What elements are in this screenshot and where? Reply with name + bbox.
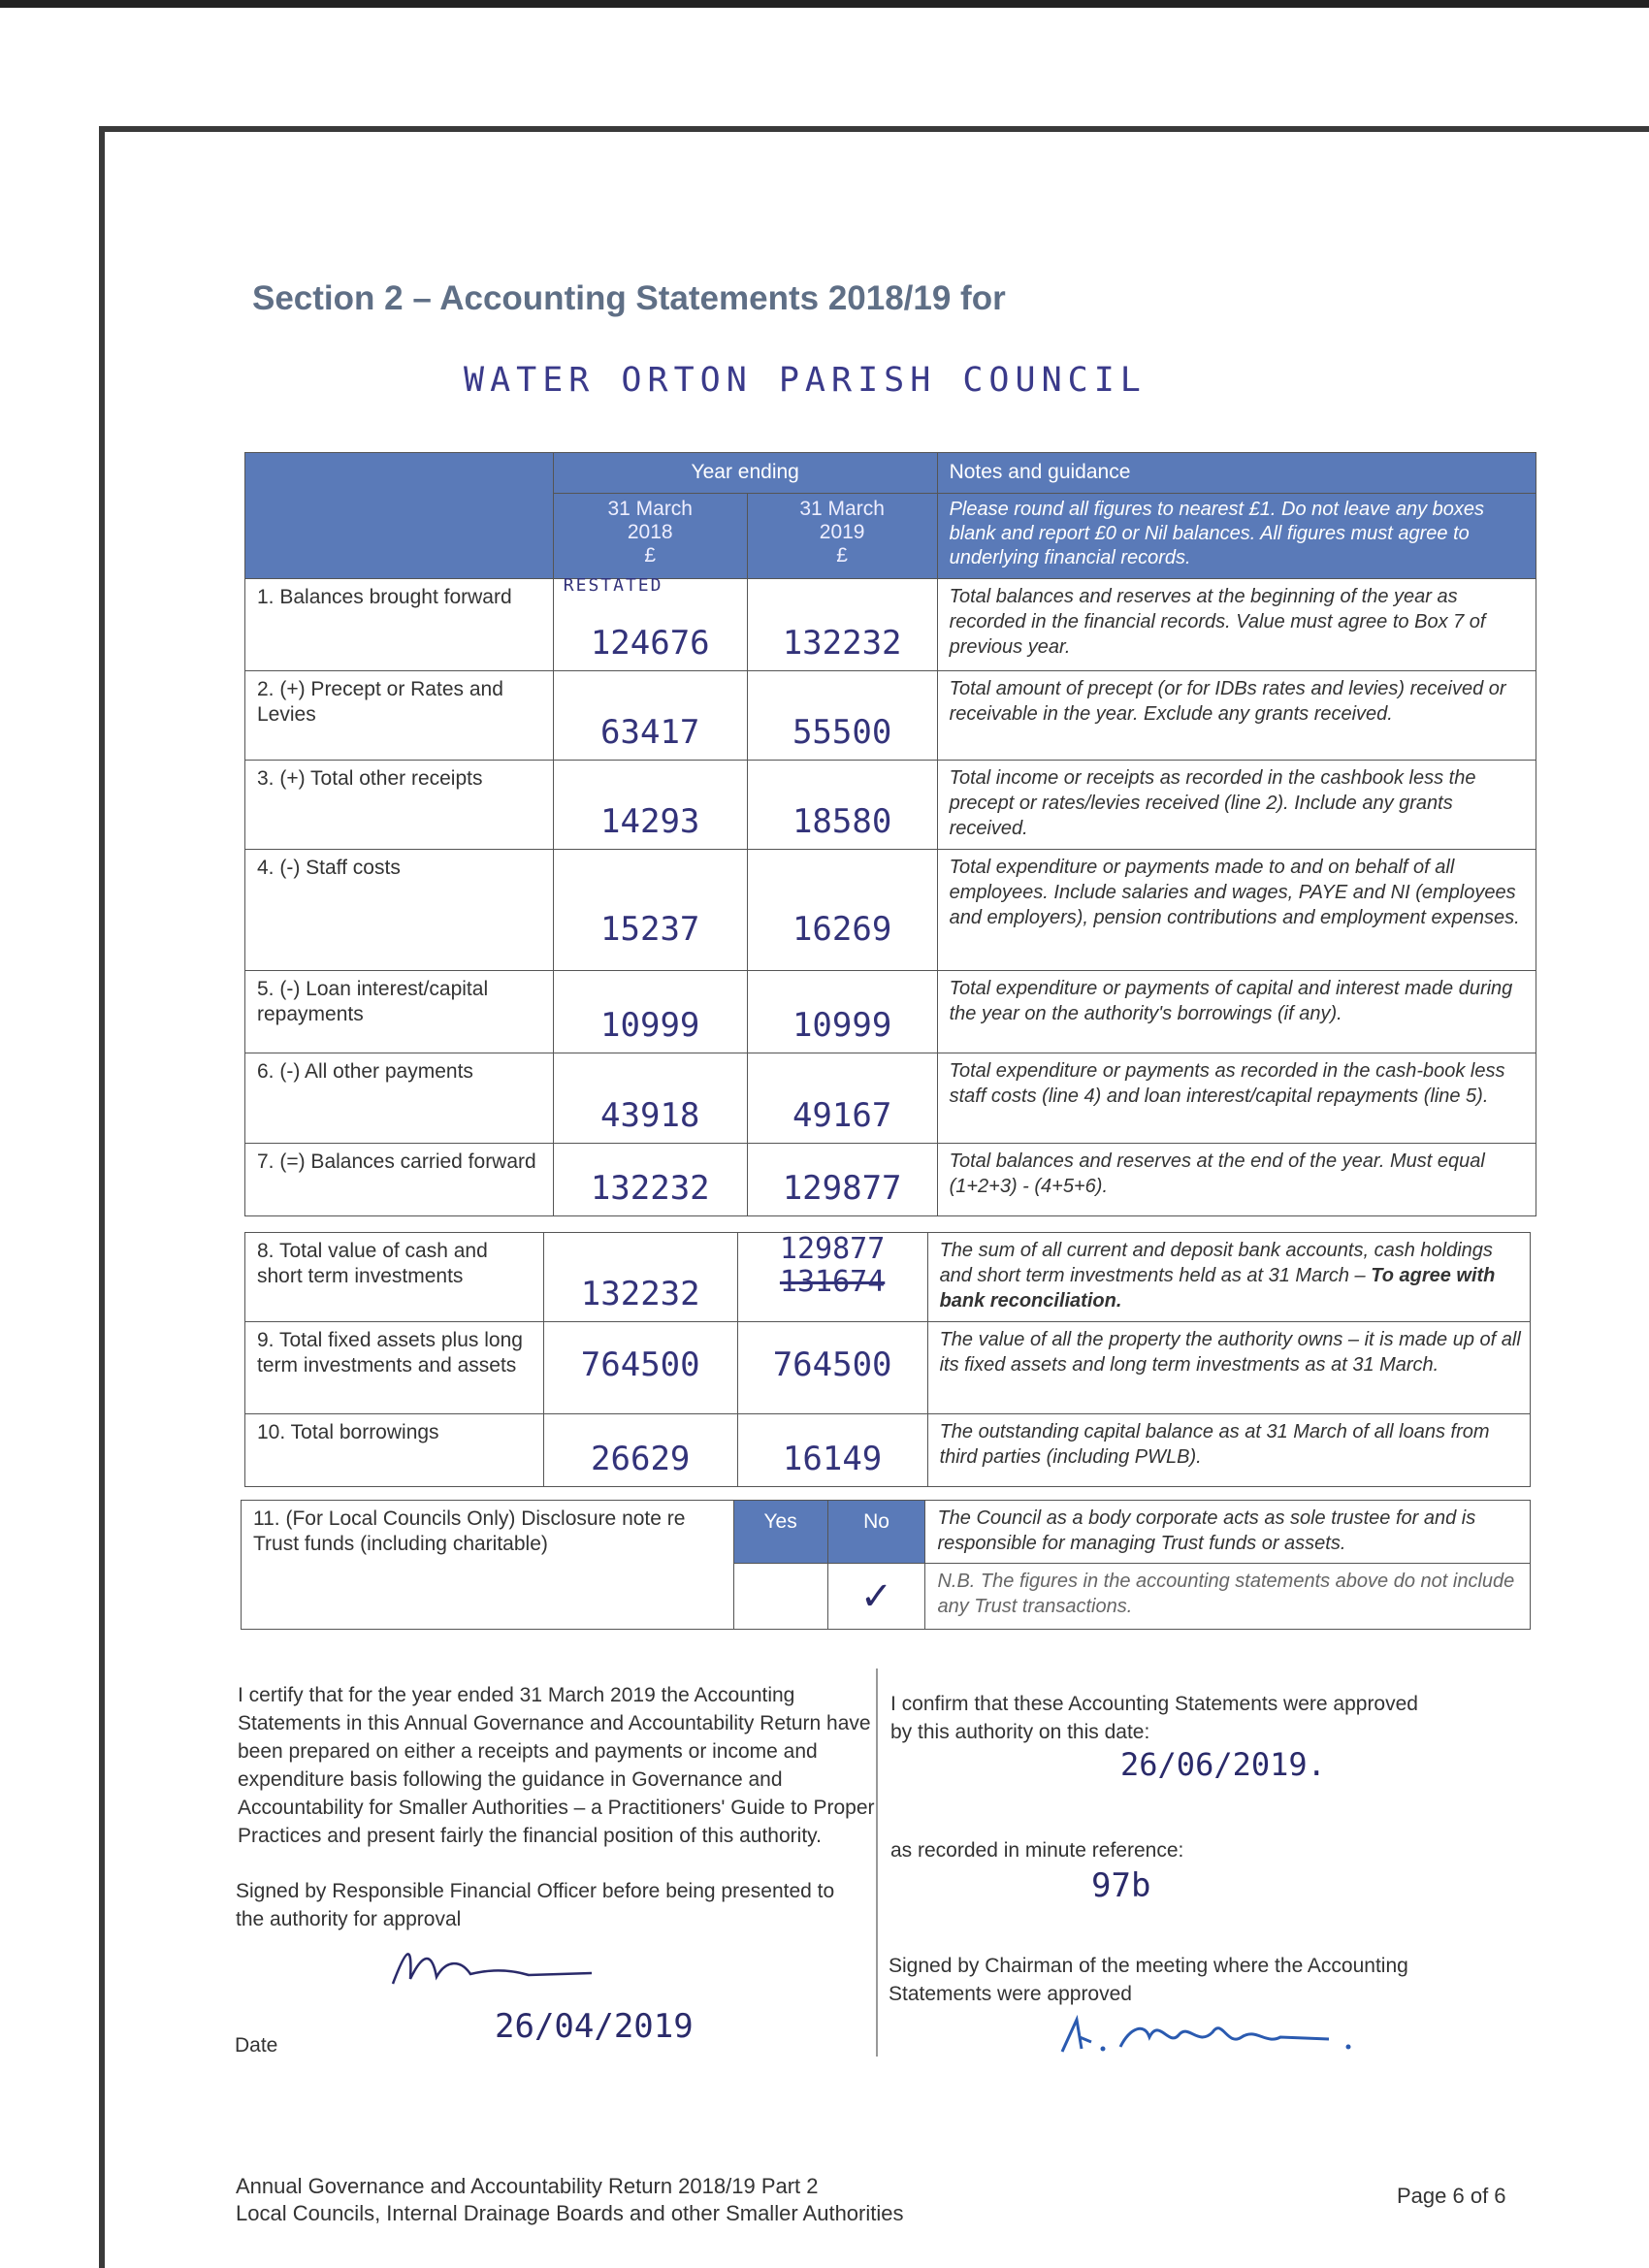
tick-icon: ✓ [859,1574,893,1618]
minute-reference: 97b [1091,1866,1151,1905]
value-2018: 43918 [553,1053,747,1144]
value-2019: 16149 [737,1414,927,1487]
table-row [245,1414,1531,1487]
table-row [245,579,1536,671]
value-2018: 15237 [553,850,747,971]
row-label: 4. (-) Staff costs [245,850,554,971]
row-label: 9. Total fixed assets plus long term investments and assets [245,1322,544,1414]
rfo-date: 26/04/2019 [495,2007,694,2046]
value-2019: 764500 [737,1322,927,1414]
row-note: The value of all the property the authority owns – it is made up of all its fixed assets and long term investments as at 31 March. [927,1322,1530,1414]
row-label: 3. (+) Total other receipts [245,761,554,850]
value-2018: 63417 [553,671,747,761]
year-ending-header: Year ending [553,453,937,494]
chair-signature [1052,2008,1363,2066]
accounting-table [244,452,1536,1216]
footer-title: Annual Governance and Accountability Return 2018/19 Part 2 Local Councils, Internal Drainage Boards and other Smaller Authorities [236,2174,904,2225]
row-note: Total amount of precept (or for IDBs rates and levies) received or receivable in the year. Exclude any grants received. [937,671,1536,761]
notes-header: Notes and guidance [937,453,1536,494]
value-2018: 14293 [553,761,747,850]
trust-label: 11. (For Local Councils Only) Disclosure note re Trust funds (including charitable) [242,1501,734,1630]
certify-text: I certify that for the year ended 31 March 2019 the Accounting Statements in this Annual Governance and Accountability Return have been prepared on either a receipts and payments or income and expenditure basis following the guidance in Governance and Accountability for Smaller Authorities – a Practitioners' Guide to Proper Practices and present fairly the financial position of this authority. [238,1684,875,1847]
council-name: WATER ORTON PARISH COUNCIL [464,361,1147,400]
chair-signed-label: Signed by Chairman of the meeting where the Accounting Statements were approved [889,1955,1408,2005]
balance-sheet-table [244,1232,1531,1487]
row-label: 7. (=) Balances carried forward [245,1144,554,1216]
value-2019: 132232 [747,579,937,671]
value-2019: 55500 [747,671,937,761]
trust-table [241,1500,1531,1630]
row-label: 5. (-) Loan interest/capital repayments [245,971,554,1053]
note-bold: To agree with bank reconciliation. [939,1265,1496,1312]
row-note: The sum of all current and deposit bank accounts, cash holdings and short term investments held as at 31 March – To agree with bank reconciliation. [927,1233,1530,1322]
col-2019-header: 31 March 2019 £ [747,494,937,579]
approval-date: 26/06/2019. [1120,1746,1326,1783]
rfo-signature [383,1940,606,1998]
value-2018: RESTATED 124676 [553,579,747,671]
trust-yes-header: Yes [733,1501,827,1564]
page-title: Section 2 – Accounting Statements 2018/19 for [252,279,1006,317]
rfo-signed-label: Signed by Responsible Financial Officer before being presented to the authority for approval [236,1880,835,1930]
table-row [245,1144,1536,1216]
value-2018: 10999 [553,971,747,1053]
header-blank [245,453,554,579]
date-label: Date [235,2034,278,2057]
confirm-text: I confirm that these Accounting Statements were approved by this authority on this date: [890,1693,1418,1743]
page-border-top [99,126,1649,132]
row-note: Total expenditure or payments of capital and interest made during the year on the authority's borrowings (if any). [937,971,1536,1053]
row-note: Total expenditure or payments as recorded in the cash-book less staff costs (line 4) and loan interest/capital repayments (line 5). [937,1053,1536,1144]
table-row [245,1233,1531,1322]
minute-label: as recorded in minute reference: [890,1839,1184,1862]
row-label: 10. Total borrowings [245,1414,544,1487]
value-2018: 132232 [543,1233,737,1322]
trust-no-box[interactable] [827,1564,925,1630]
struck-value: 131674 [779,1265,886,1299]
table-row [245,850,1536,971]
page-border-left [99,126,105,2268]
value-2019: 10999 [747,971,937,1053]
value-2018: 764500 [543,1322,737,1414]
row-label: 8. Total value of cash and short term investments [245,1233,544,1322]
table-row [245,761,1536,850]
row-note: Total balances and reserves at the end of the year. Must equal (1+2+3) - (4+5+6). [937,1144,1536,1216]
row-note: The outstanding capital balance as at 31 March of all loans from third parties (including PWLB). [927,1414,1530,1487]
table-row [245,1053,1536,1144]
value-2018: 132232 [553,1144,747,1216]
value-2019: 18580 [747,761,937,850]
scan-edge [0,0,1649,8]
row-label: 2. (+) Precept or Rates and Levies [245,671,554,761]
notes-guidance: Please round all figures to nearest £1. Do not leave any boxes blank and report £0 or Nil balances. All figures must agree to underlying financial records. [937,494,1536,579]
table-row [245,671,1536,761]
trust-note-2: N.B. The figures in the accounting statements above do not include any Trust transactions. [925,1564,1531,1630]
row-label: 6. (-) All other payments [245,1053,554,1144]
col-2018-header: 31 March 2018 £ [553,494,747,579]
row-label: 1. Balances brought forward [245,579,554,671]
row-note: Total expenditure or payments made to and on behalf of all employees. Include salaries and wages, PAYE and NI (employees and employers), pension contributions and employment expenses. [937,850,1536,971]
table-row [245,971,1536,1053]
value-2019: 129877 [747,1144,937,1216]
trust-yes-box[interactable] [733,1564,827,1630]
trust-no-header: No [827,1501,925,1564]
row-note: Total income or receipts as recorded in the cashbook less the precept or rates/levies received (line 2). Include any grants received. [937,761,1536,850]
trust-note-1: The Council as a body corporate acts as sole trustee for and is responsible for managing Trust funds or assets. [925,1501,1531,1564]
value-2019: 16269 [747,850,937,971]
restated-note: RESTATED [563,575,663,596]
value-2018: 26629 [543,1414,737,1487]
row-note: Total balances and reserves at the beginning of the year as recorded in the financial records. Value must agree to Box 7 of previous year. [937,579,1536,671]
value-2019: 129877 131674 [737,1233,927,1322]
value-2019: 49167 [747,1053,937,1144]
page-number: Page 6 of 6 [1397,2184,1506,2208]
table-row [245,1322,1531,1414]
